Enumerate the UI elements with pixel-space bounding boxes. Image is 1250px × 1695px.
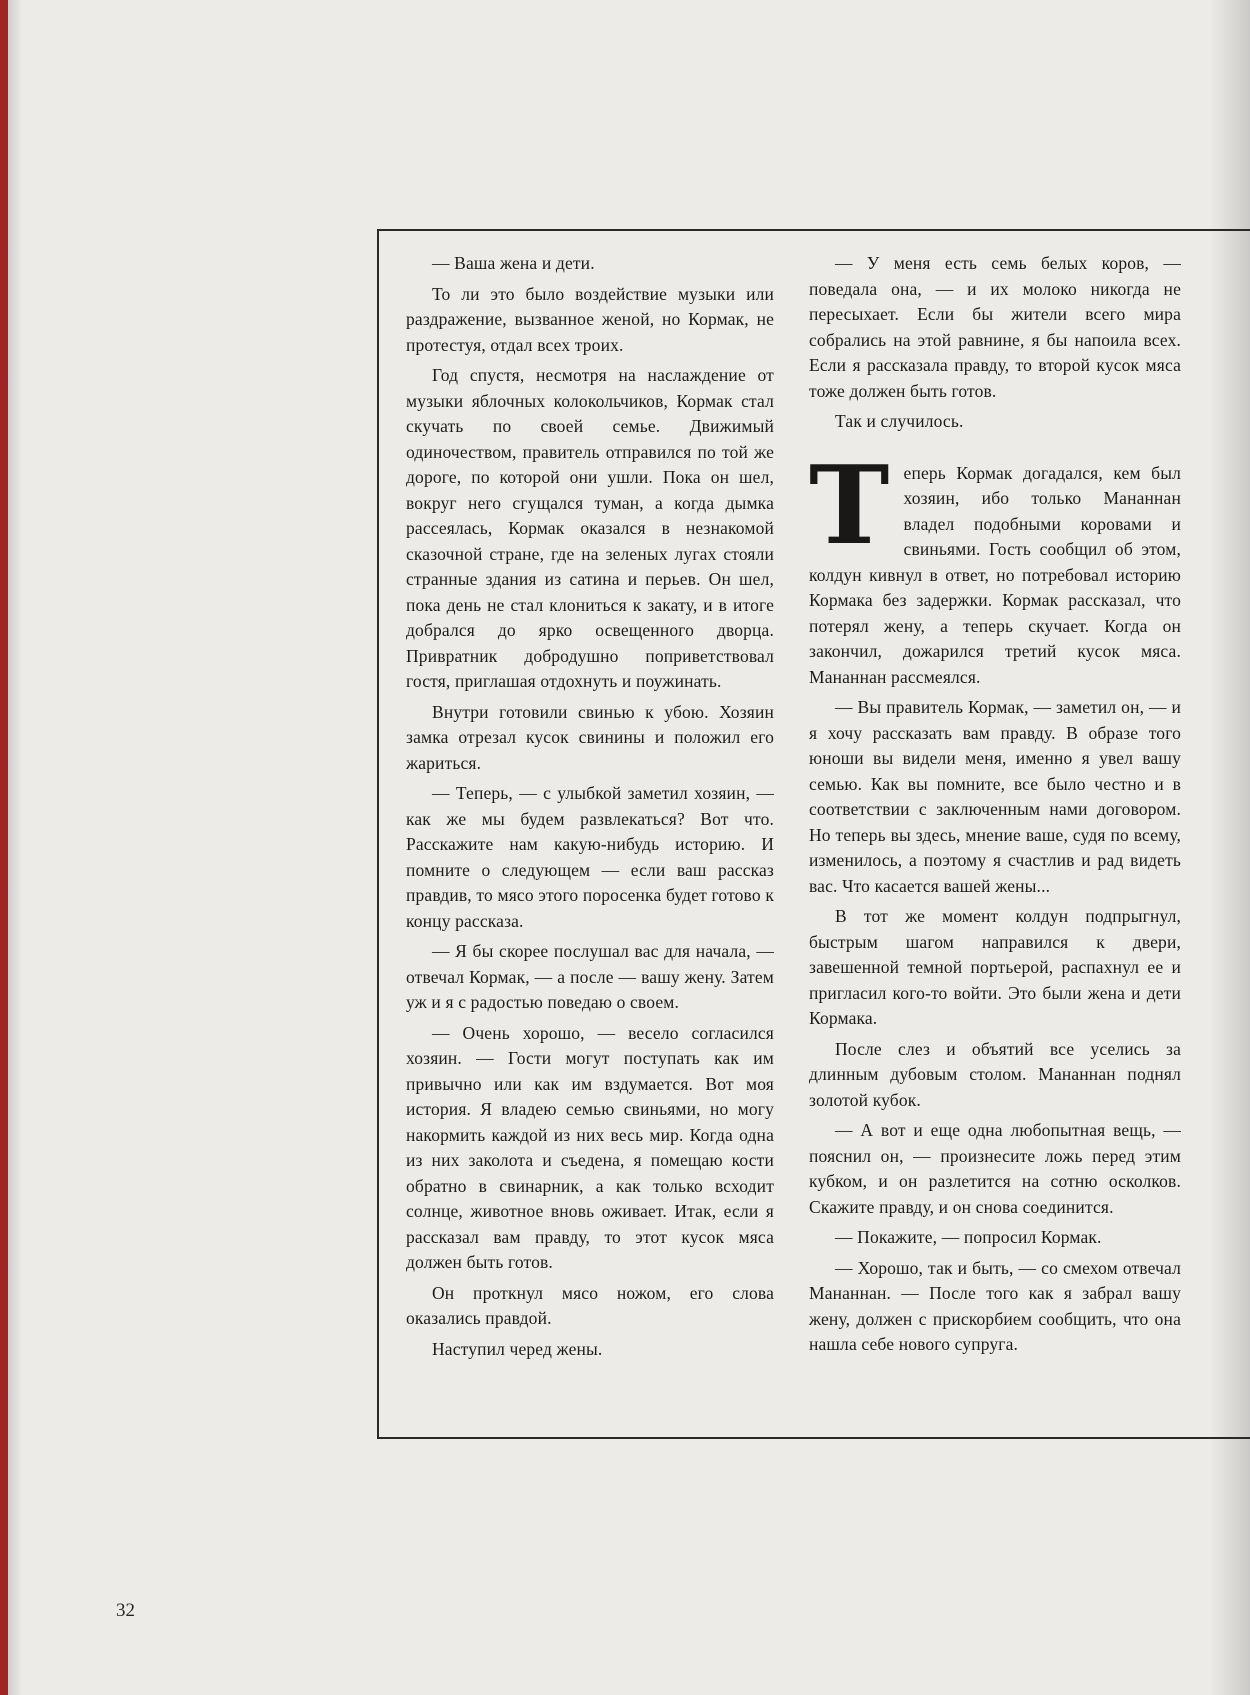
paragraph: — У меня есть семь белых коров, — поведала она, — и их молоко никогда не пересыхает. Если бы жители всего мира собрались на этой равнине, я бы напоила всех. Если я рассказала правду, то второй кусок мяса тоже должен быть готов.	[809, 253, 1181, 401]
paragraph: — Очень хорошо, — весело согласился хозяин. — Гости могут поступать как им привычно или как им вздумается. Вот моя история. Я владею семью свиньями, но могу накормить каждой из них весь мир. Когда одна из них заколота и съедена, я помещаю кости обратно в свинарник, а как только всходит солнце, животное вновь оживает. Итак, если я рассказал вам правду, то этот кусок мяса должен быть готов.	[406, 1022, 774, 1272]
page-number: 32	[116, 1600, 135, 1621]
paragraph: — Я бы скорее послушал вас для начала, — отвечал Кормак, — а после — вашу жену. Затем уж и я с радостью поведаю о своем.	[406, 941, 774, 1012]
paragraph: — Вы правитель Кормак, — заметил он, — и я хочу рассказать вам правду. В образе того юноши вы видели меня, именно я увел вашу семью. Как вы помните, все было честно и в соответствии с заключенным нами договором. Но теперь вы здесь, мнение ваше, судя по всему, изменилось, а поэтому я счастлив и рад видеть вас. Что касается вашей жены...	[809, 697, 1181, 896]
paragraph: Внутри готовили свинью к убою. Хозяин замка отрезал кусок свинины и положил его жариться.	[406, 701, 774, 773]
paragraph: — Хорошо, так и быть, — со смехом отвечал Мананнан. — После того как я забрал вашу жену, должен с прискорбием сообщить, что она нашла себе нового супруга.	[809, 1257, 1181, 1354]
page-gutter-shadow	[8, 0, 22, 1695]
text-frame	[377, 229, 1250, 1439]
book-spine-edge	[0, 0, 8, 1695]
section-opening-paragraph	[809, 442, 1181, 691]
paragraph: После слез и объятий все уселись за длинным дубовым столом. Мананнан поднял золотой кубок.	[809, 1038, 1181, 1110]
paragraph: Год спустя, несмотря на наслаждение от музыки яблочных колокольчиков, Кормак стал скучать по своей семье. Движимый одиночеством, правитель отправился по той же дороге, по которой они ушли. Пока он шел, вокруг него сгущался туман, а когда дымка рассеялась, Кормак оказался в незнакомой сказочной стране, где на зеленых лугах стояли странные здания из сатина и перьев. Он шел, пока день не стал клониться к закату, и в итоге добрался до ярко освещенного дворца. Привратник добродушно поприветствовал гостя, приглашая отдохнуть и поужинать.	[406, 365, 774, 691]
paragraph: — Покажите, — попросил Кормак.	[835, 1227, 1102, 1247]
paragraph: — Ваша жена и дети.	[432, 253, 595, 273]
paragraph: Он проткнул мясо ножом, его слова оказались правдой.	[406, 1282, 774, 1328]
paragraph: То ли это было воздействие музыки или раздражение, вызванное женой, но Кормак, не протестуя, отдал всех троих.	[406, 283, 774, 355]
section-text: еперь Кормак догадался, кем был хозяин, ибо только Мананнан владел подобными коровами и свиньями. Гость сообщил об этом, колдун кивнул в ответ, но потребовал историю Кормака без задержки. Кормак рассказал, что потерял жену, а теперь скучает. Когда он закончил, дожарился третий кусок мяса. Мананнан рассмеялся.	[809, 462, 1181, 687]
drop-cap: Т	[809, 442, 890, 569]
paragraph: Наступил черед жены.	[432, 1338, 603, 1359]
left-column	[406, 251, 774, 1362]
right-column	[809, 251, 1181, 1358]
paragraph: — А вот и еще одна любопытная вещь, — пояснил он, — произнесите ложь перед этим кубком, и он разлетится на сотню осколков. Скажите правду, и он снова соединится.	[809, 1120, 1181, 1217]
paragraph: Так и случилось.	[835, 411, 964, 431]
paragraph: В тот же момент колдун подпрыгнул, быстрым шагом направился к двери, завешенной темной портьерой, распахнул ее и пригласил кого-то войти. Это были жена и дети Кормака.	[809, 906, 1181, 1028]
paragraph: — Теперь, — с улыбкой заметил хозяин, — как же мы будем развлекаться? Вот что. Расскажите нам какую-нибудь историю. И помните о следующем — если ваш рассказ правдив, то мясо этого поросенка будет готово к концу рассказа.	[406, 783, 774, 931]
